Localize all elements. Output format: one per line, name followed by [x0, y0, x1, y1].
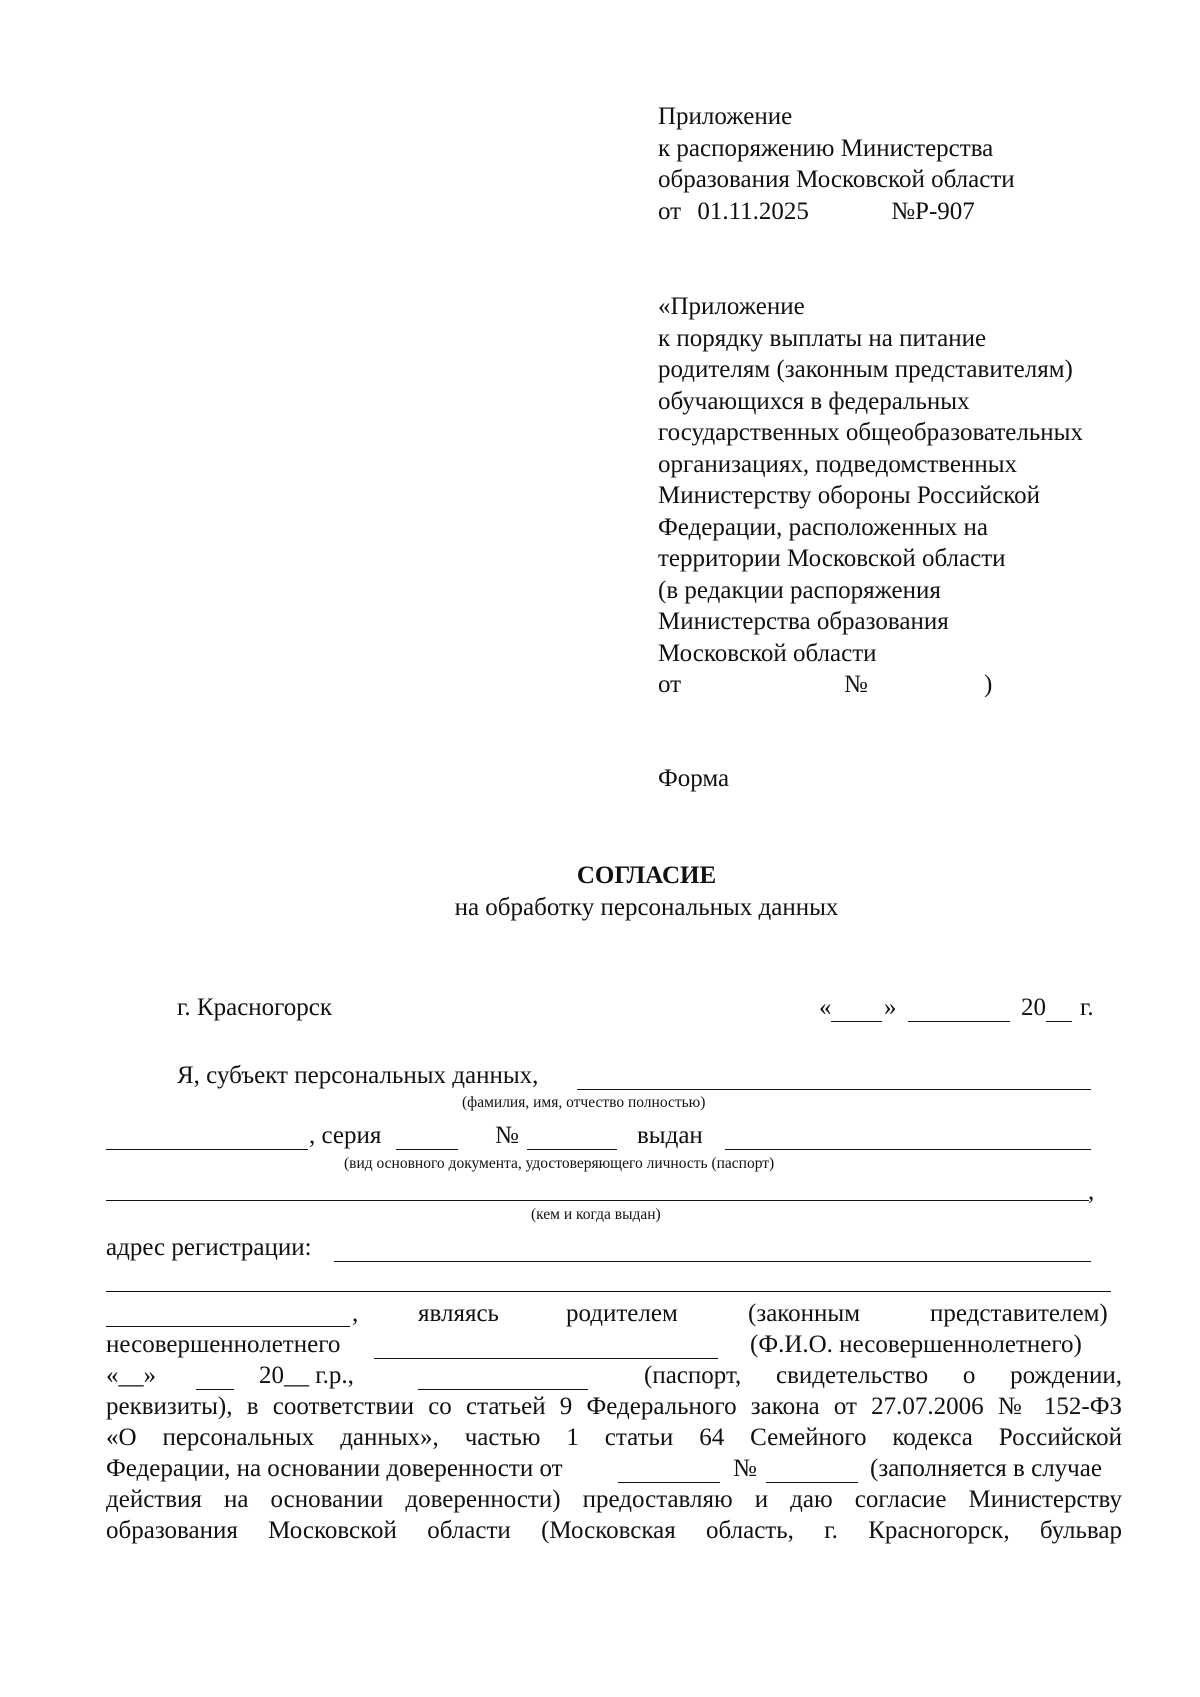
minor-name-field-line[interactable] [374, 1358, 718, 1359]
order-reference-line: Приложение [658, 103, 793, 130]
body-paragraph-line: реквизиты), в соответствии со статьей 9 Федерального закона от 27.07.2006 № 152-ФЗ [106, 1393, 1122, 1420]
appendix-number-sign: № [844, 671, 868, 698]
appendix-close-paren: ) [984, 671, 993, 698]
birth-month-field-line[interactable] [196, 1389, 234, 1390]
parent-name-field-line[interactable] [106, 1326, 350, 1327]
appendix-line: Федерации, расположенных на [658, 513, 988, 541]
place-label: г. Красногорск [177, 994, 333, 1021]
proxy-number-label: № [733, 1455, 757, 1482]
year-suffix: г. [1080, 994, 1094, 1021]
order-reference-line: образования Московской области [658, 166, 1015, 193]
body-word: родителем [566, 1300, 678, 1327]
appendix-line: Московской области [658, 639, 877, 667]
body-paragraph-line: «О персональных данных», частью 1 статьи 64 Семейного кодекса Российской [106, 1424, 1122, 1451]
issued-by-comma: , [1088, 1178, 1095, 1205]
body-paragraph-line: действия на основании доверенности) предоставляю и даю согласие Министерству [106, 1486, 1122, 1513]
appendix-line: «Приложение [658, 293, 805, 320]
form-label: Форма [658, 765, 730, 792]
doc-type-field-line[interactable] [106, 1149, 308, 1150]
year-field-line[interactable] [1046, 1021, 1072, 1022]
appendix-date-line [658, 669, 1083, 700]
doc-caption: (вид основного документа, удостоверяющего личность (паспорт) [344, 1155, 775, 1172]
address-field-line-2[interactable] [106, 1291, 1111, 1292]
number-field-line[interactable] [527, 1149, 617, 1150]
order-number: №Р-907 [891, 197, 975, 225]
appendix-reference-block [658, 291, 1083, 700]
body-comma: , [352, 1300, 359, 1327]
appendix-line: (в редакции распоряжения [658, 576, 941, 604]
minor-name-caption: (Ф.И.О. несовершеннолетнего) [750, 1331, 1082, 1358]
order-date-prefix: от [658, 197, 682, 225]
body-word: представителем) [930, 1300, 1108, 1327]
appendix-date-prefix: от [658, 671, 682, 698]
series-label: , серия [309, 1122, 382, 1149]
minor-doc-field-line[interactable] [418, 1389, 588, 1390]
series-field-line[interactable] [396, 1149, 458, 1150]
subject-label: Я, субъект персональных данных, [177, 1062, 539, 1089]
address-label: адрес регистрации: [106, 1234, 312, 1261]
minor-doc-caption: (паспорт, свидетельство о рождении, [644, 1362, 1122, 1389]
proxy-date-field-line[interactable] [618, 1482, 720, 1483]
issued-by-caption: (кем и когда выдан) [531, 1206, 661, 1223]
appendix-line: родителям (законным представителям) [658, 356, 1073, 383]
fio-field-line[interactable] [577, 1089, 1091, 1090]
month-field-line[interactable] [908, 1021, 1010, 1022]
number-label: № [495, 1122, 519, 1149]
appendix-line: Министерства образования [658, 608, 949, 635]
appendix-line: территории Московской области [658, 545, 1006, 572]
document-subtitle: на обработку персональных данных [454, 894, 839, 921]
birth-year: 20__ г.р., [259, 1362, 354, 1389]
date-close-quote: » [884, 994, 897, 1021]
proxy-label: Федерации, на основании доверенности от [106, 1455, 563, 1482]
appendix-line: Министерству обороны Российской [658, 482, 1041, 509]
proxy-number-field-line[interactable] [766, 1482, 858, 1483]
body-word: являясь [418, 1300, 499, 1327]
body-paragraph-line: образования Московской области (Московская область, г. Красногорск, бульвар [106, 1517, 1122, 1544]
appendix-line: к порядку выплаты на питание [658, 324, 987, 352]
issued-label: выдан [637, 1122, 703, 1149]
date-open-quote: « [819, 994, 832, 1021]
birth-day-quotes: «__» [106, 1362, 156, 1389]
day-field-line[interactable] [831, 1021, 882, 1022]
appendix-line: организациях, подведомственных [658, 450, 1018, 478]
order-date: 01.11.2025 [697, 197, 809, 225]
fio-caption: (фамилия, имя, отчество полностью) [462, 1094, 706, 1111]
order-reference-block [658, 101, 1015, 227]
body-word: (законным [748, 1300, 861, 1327]
order-reference-line: к распоряжению Министерства [658, 134, 994, 162]
issued-field-line[interactable] [725, 1149, 1091, 1150]
year-prefix: 20 [1021, 994, 1046, 1021]
issued-by-field-line[interactable] [106, 1200, 1089, 1201]
appendix-line: обучающихся в федеральных [658, 387, 970, 415]
document-title: СОГЛАСИЕ [576, 862, 717, 889]
minor-label: несовершеннолетнего [106, 1331, 341, 1358]
address-field-line[interactable] [334, 1261, 1091, 1262]
appendix-line: государственных общеобразовательных [658, 419, 1083, 446]
proxy-note: (заполняется в случае [870, 1455, 1102, 1482]
order-date-line [658, 196, 1015, 228]
